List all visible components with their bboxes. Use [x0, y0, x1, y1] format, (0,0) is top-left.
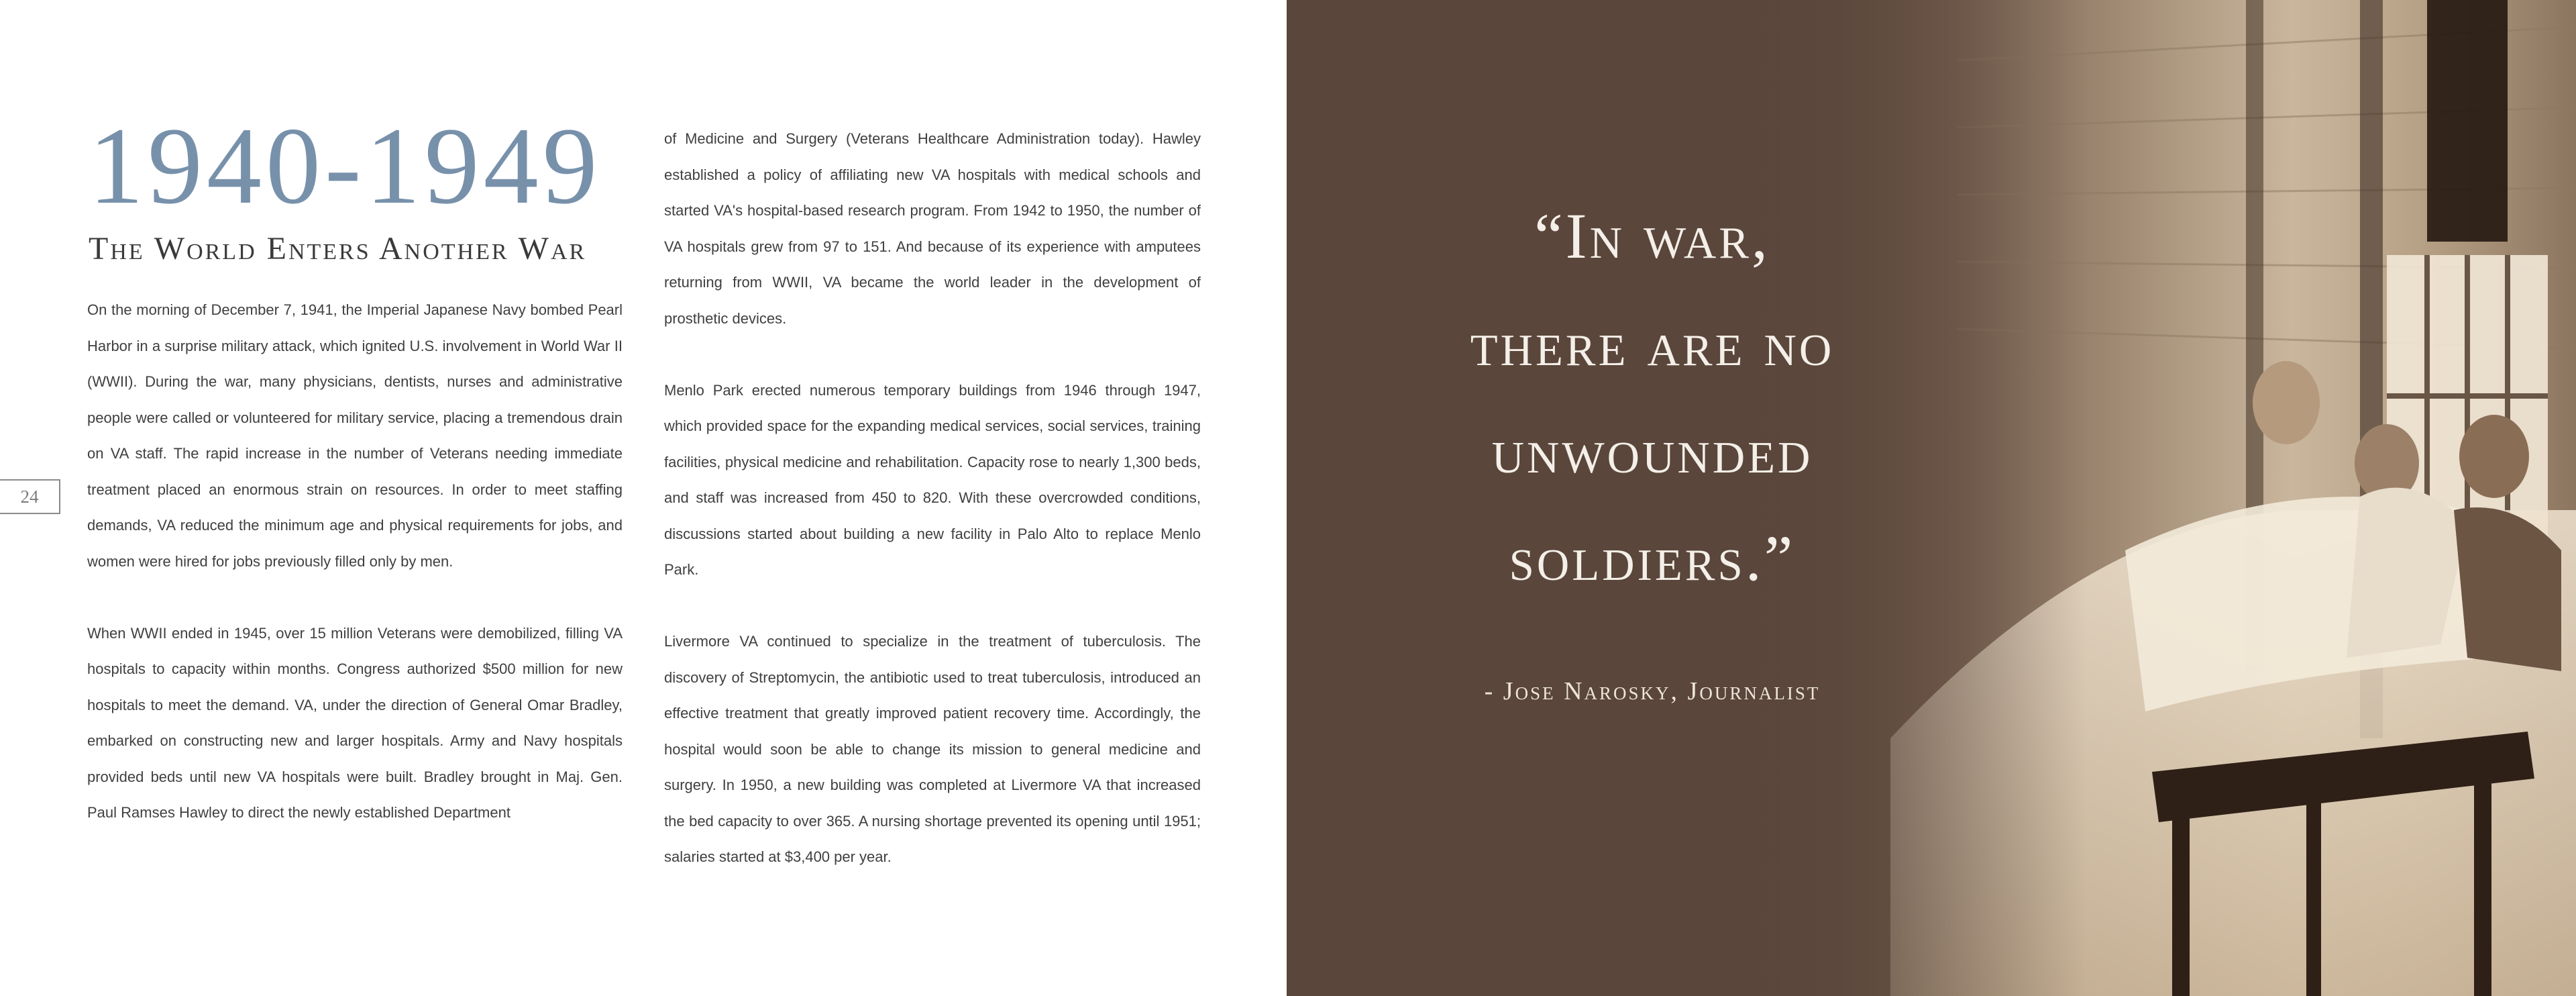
photo-page: [1287, 0, 2576, 996]
quote-line-3: unwounded: [1491, 415, 1813, 487]
pull-quote: [1374, 183, 1931, 612]
decade-title: 1940-1949: [89, 105, 602, 227]
left-page: [0, 0, 1287, 996]
quote-line-1: “In war,: [1534, 200, 1770, 272]
quote-line-2: there are no: [1470, 307, 1835, 379]
quote-attribution: - Jose Narosky, Journalist: [1484, 677, 1821, 705]
chapter-subtitle: The World Enters Another War: [89, 231, 587, 266]
paragraph-medicine-surgery: of Medicine and Surgery (Veterans Healthcare Administration today). Hawley established a policy of affiliating new VA hospitals with medical schools and started VA's hospital-based research program. From 1942 to 1950, the number of VA hospitals grew from 97 to 151. And because of its experience with amputees returning from WWII, VA became the world leader in the development of prosthetic devices.: [664, 130, 1201, 327]
text-column-right: [664, 121, 1201, 875]
paragraph-menlo-park: Menlo Park erected numerous temporary buildings from 1946 through 1947, which provided space for the expanding medical services, social services, training facilities, physical medicine and rehabilitation. Capacity rose to nearly 1,300 beds, and staff was increased from 450 to 820. With these overcrowded conditions, discussions started about building a new facility in Palo Alto to replace Menlo Park.: [664, 381, 1201, 578]
text-column-left: [87, 292, 623, 831]
quote-line-4: soldiers.”: [1509, 522, 1796, 594]
paragraph-pearl-harbor: On the morning of December 7, 1941, the Imperial Japanese Navy bombed Pearl Harbor in a surprise military attack, which ignited U.S. involvement in World War II (WWII). During the war, many physicians, dentists, nurses and administrative people were called or volunteered for military service, placing a tremendous drain on VA staff. The rapid increase in the number of Veterans needing immediate treatment placed an enormous strain on resources. In order to meet staffing demands, VA reduced the minimum age and physical requirements for jobs, and women were hired for jobs previously filled only by men.: [87, 301, 623, 570]
paragraph-livermore: Livermore VA continued to specialize in the treatment of tuberculosis. The discovery of Streptomycin, the antibiotic used to treat tuberculosis, introduced an effective treatment that greatly improved patient recovery time. Accordingly, the hospital would soon be able to change its mission to general medicine and surgery. In 1950, a new building was completed at Livermore VA that increased the bed capacity to over 365. A nursing shortage prevented its opening until 1951; salaries started at $3,400 per year.: [664, 633, 1201, 865]
paragraph-wwii-ended: When WWII ended in 1945, over 15 million Veterans were demobilized, filling VA hospitals to capacity within months. Congress authorized $500 million for new hospitals to meet the demand. VA, under the direction of General Omar Bradley, embarked on constructing new and larger hospitals. Army and Navy hospitals provided beds until new VA hospitals were built. Bradley brought in Maj. Gen. Paul Ramses Hawley to direct the newly established Department: [87, 624, 623, 821]
page-number: 24: [0, 479, 60, 514]
